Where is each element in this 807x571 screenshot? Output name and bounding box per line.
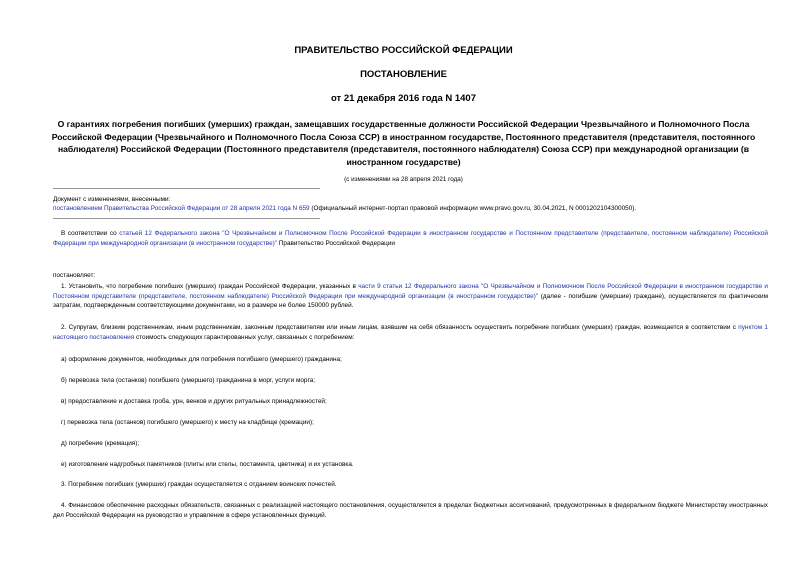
point-2-link[interactable]: пунктом 1 настоящего постановления xyxy=(53,324,768,341)
list-item-g: г) перевозка тела (останков) погибшего (умершего) к месту на кладбище (кремации); xyxy=(61,419,314,426)
amendments-bottom-divider xyxy=(53,218,320,219)
preamble-law-link[interactable]: статьей 12 Федерального закона "О Чрезвычайном и Полномочном После Российской Федерации в иностранном государстве и Постоянном представителе (представителе, постоянном наблюдателе) Российской Федерации при международной организации (в иностранном государстве)" xyxy=(53,230,768,247)
resolves-line: постановляет: xyxy=(53,272,96,279)
point-1-suffix: (далее - погибшие (умершие) граждане), осуществляется по фактическим затратам, подтвержденным соответствующими документами, но в размере не более 150000 рублей. xyxy=(53,292,768,309)
government-heading: ПРАВИТЕЛЬСТВО РОССИЙСКОЙ ФЕДЕРАЦИИ xyxy=(294,45,513,56)
document-title: О гарантиях погребения погибших (умерших) граждан, замещавших государственные должности Российской Федерации Чрезвычайного и Полномочного Посла Российской Федерации (Чрезвычайного и Полномочного Посла Союза ССР) в иностранном государстве, Постоянного представителя (представителя, постоянного наблюдателя) Российской Федерации (Постоянного представителя (представителя, постоянного наблюдателя) Союза ССР) при международной организации (в иностранном государстве) xyxy=(51,119,756,167)
date-number-heading: от 21 декабря 2016 года N 1407 xyxy=(330,93,476,104)
point-2-paragraph xyxy=(53,323,768,342)
point-1-law-link[interactable]: части 9 статьи 12 Федерального закона "О Чрезвычайном и Полномочном После Российской Федерации в иностранном государстве и Постоянном представителе (представителе, постоянном наблюдателе) Российской Федерации при международной организации (в иностранном государстве)" xyxy=(53,283,768,300)
point-1-paragraph xyxy=(53,282,768,311)
preamble-prefix: В соответствии со xyxy=(61,230,120,237)
amendments-top-divider xyxy=(53,188,320,189)
amendments-intro: Документ с изменениями, внесенными: xyxy=(53,196,171,203)
list-item-b: б) перевозка тела (останков) погибшего (умершего) гражданина в морг, услуги морга; xyxy=(61,377,316,384)
list-item-a: а) оформление документов, необходимых для погребения погибшего (умершего) гражданина; xyxy=(61,356,342,363)
preamble-paragraph xyxy=(53,229,768,248)
point-4-paragraph: 4. Финансовое обеспечение расходных обязательств, связанных с реализацией настоящего постановления, осуществляется в пределах бюджетных ассигнований, предусмотренных в федеральном бюджете Министерству иностранных дел Российской Федерации на руководство и управление в сфере установленных функций. xyxy=(53,502,768,519)
amendment-source: (Официальный интернет-портал правовой информации www.pravo.gov.ru, 30.04.2021, N 0001202104300050). xyxy=(309,205,637,212)
document-type-heading: ПОСТАНОВЛЕНИЕ xyxy=(360,69,447,80)
point-3-paragraph: 3. Погребение погибших (умерших) граждан осуществляется с отданием воинских почестей. xyxy=(61,481,337,488)
list-item-e: е) изготовление надгробных памятников (плиты или стелы, постамента, цветника) и их установка. xyxy=(61,461,354,468)
amendment-link[interactable]: постановлением Правительства Российской Федерации от 28 апреля 2021 года N 659 xyxy=(53,205,310,212)
point-2-prefix: 2. Супругам, близким родственникам, иным родственникам, законным представителям или иным лицам, взявшим на себя обязанность осуществить погребение погибших (умерших) граждан, возмещается в соответствии с xyxy=(61,324,739,331)
point-1-prefix: 1. Установить, что погребение погибших (умерших) граждан Российской Федерации, указанных в xyxy=(61,283,359,290)
point-2-suffix: стоимость следующих гарантированных услуг, связанных с погребением: xyxy=(134,333,355,341)
list-item-d: д) погребение (кремация); xyxy=(61,440,140,447)
preamble-suffix: Правительство Российской Федерации xyxy=(277,239,395,247)
list-item-v: в) предоставление и доставка гроба, урн, венков и других ритуальных принадлежностей; xyxy=(61,398,327,405)
amendments-line xyxy=(53,204,636,213)
edition-note: (с изменениями на 28 апреля 2021 года) xyxy=(344,176,463,183)
